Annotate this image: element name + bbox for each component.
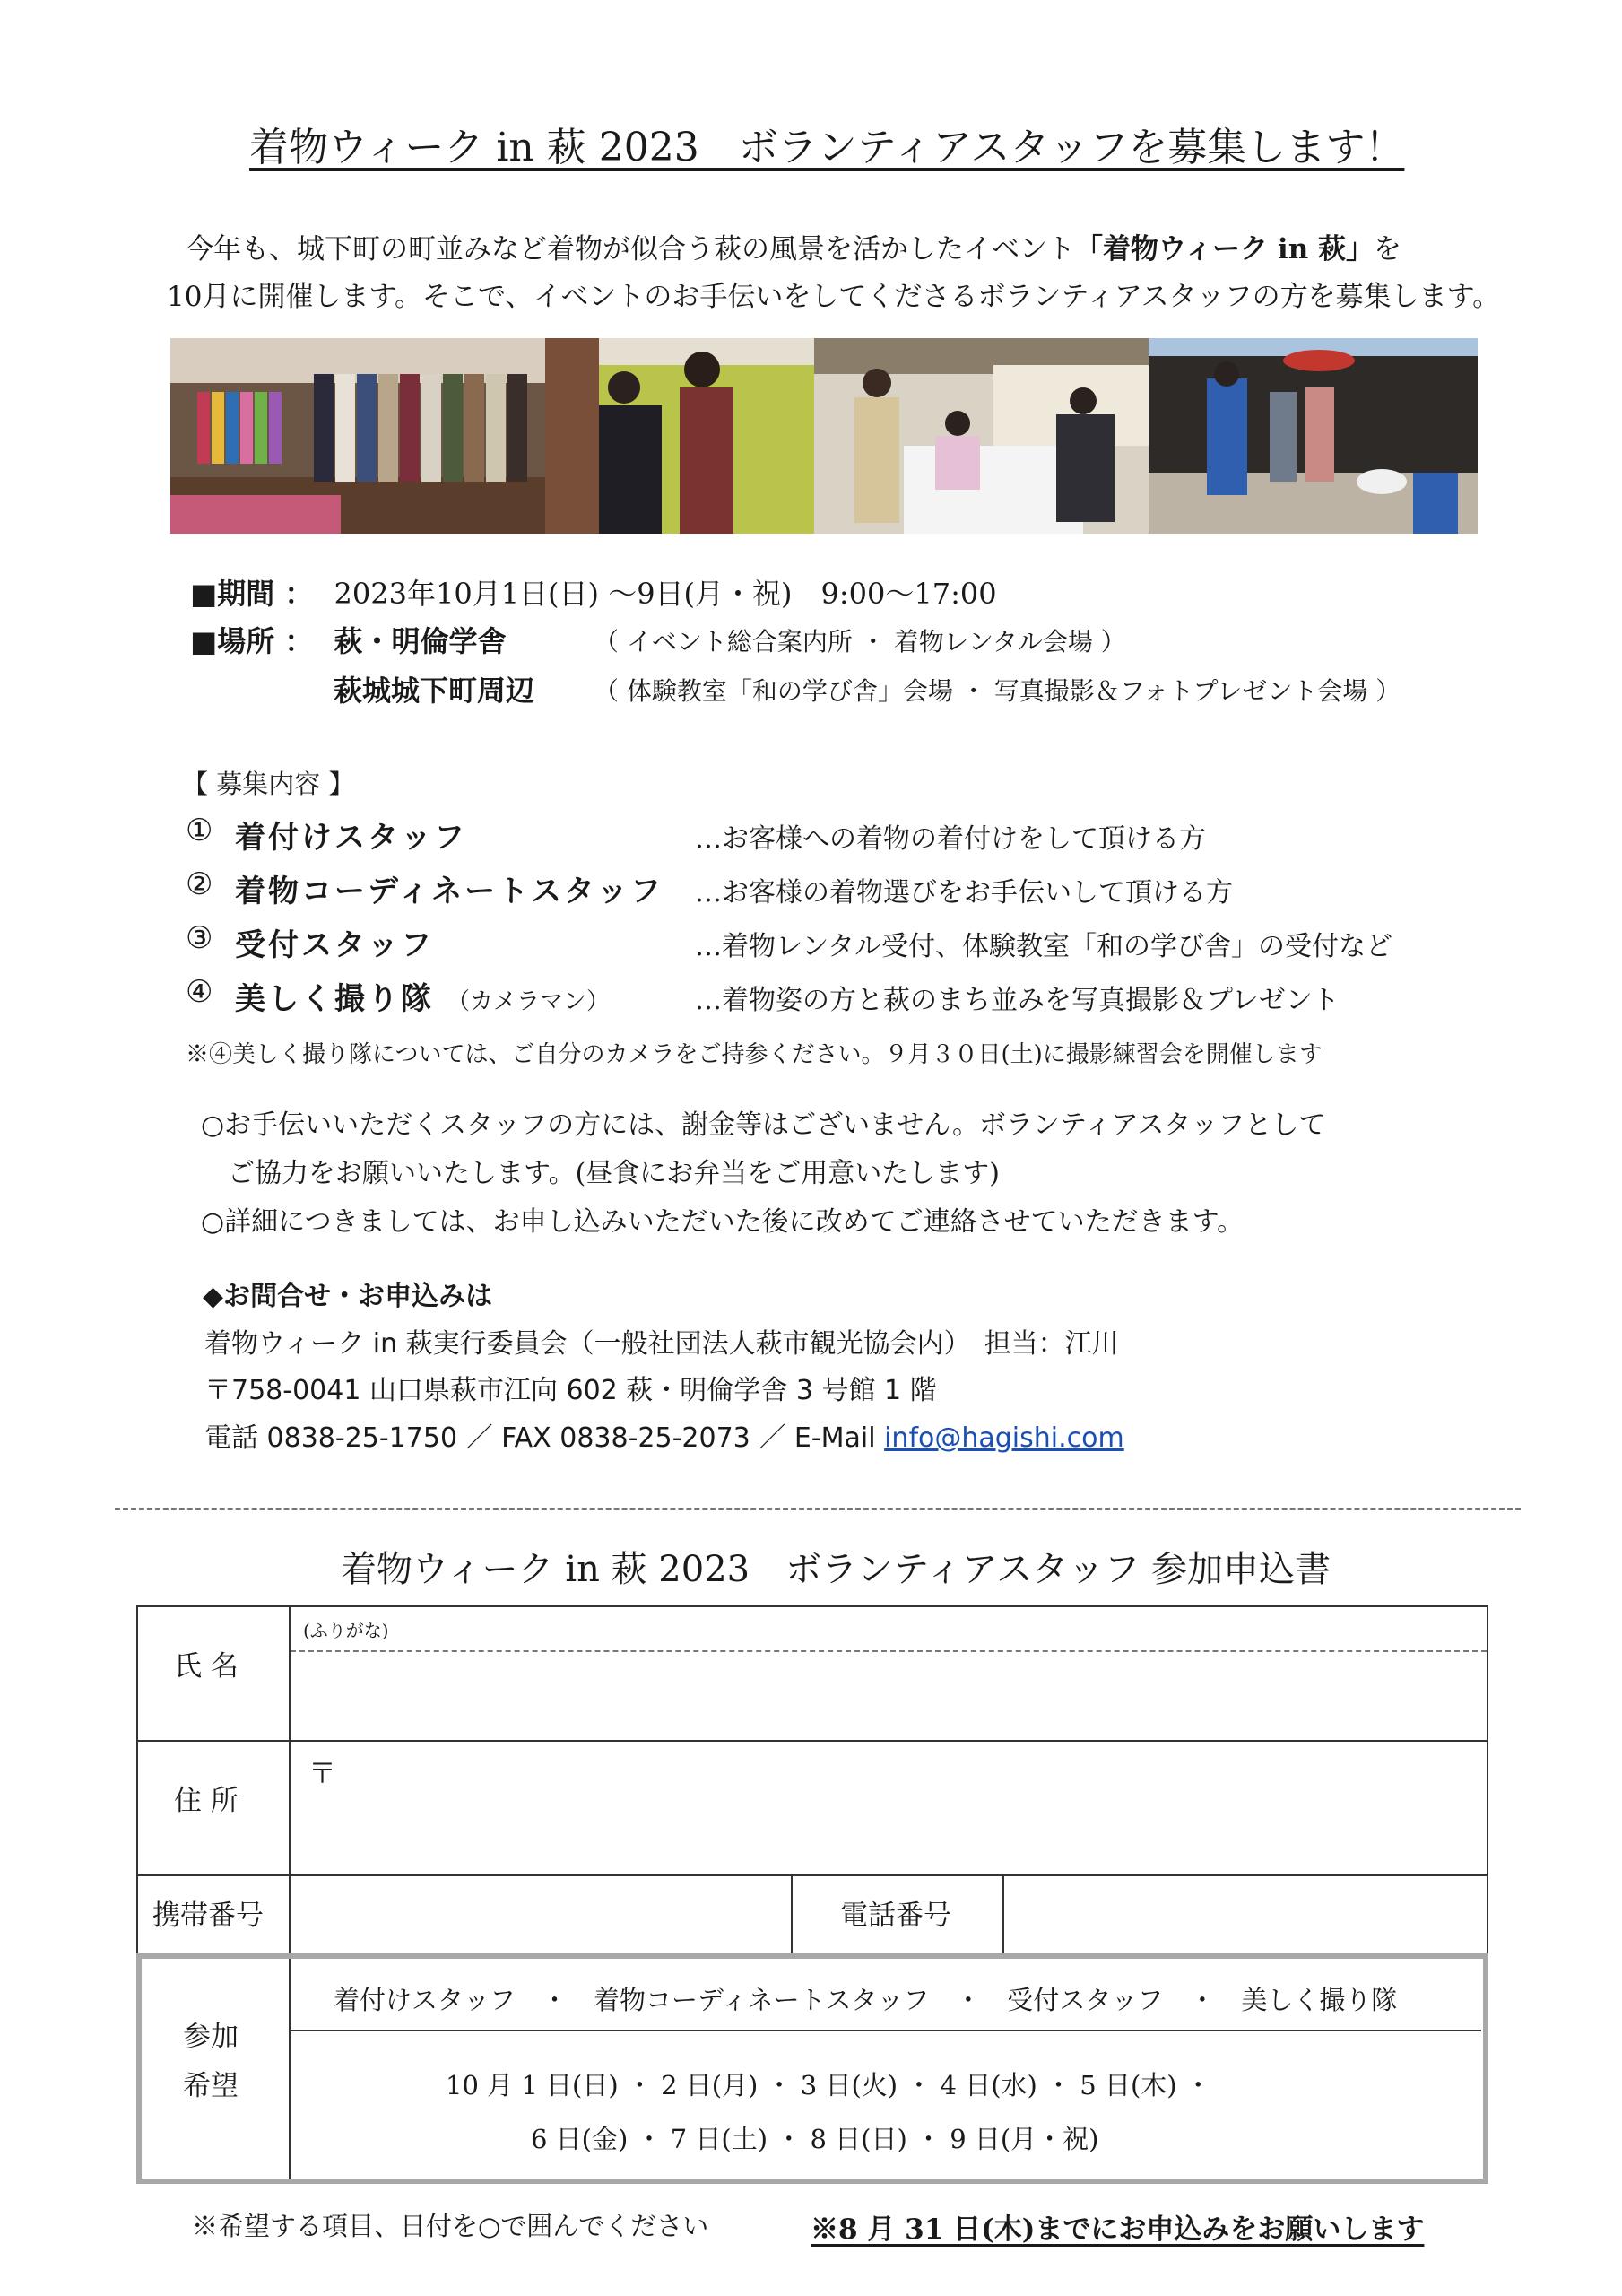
recruit-num-4: ④ bbox=[186, 974, 213, 1010]
castle-town-street-photo bbox=[1149, 338, 1478, 534]
intro-line-2: 10月に開催します。そこで、イベントのお手伝いをしてくださるボランティアスタッフの方を募集します。 bbox=[167, 281, 1501, 313]
contact-address: 〒758-0041 山口県萩市江向 602 萩・明倫学舎 3 号館 1 階 bbox=[204, 1375, 937, 1406]
recruit-name-4-text: 美しく撮り隊 bbox=[235, 981, 434, 1017]
phone-label: 電話番号 bbox=[840, 1900, 951, 1932]
note-line-3: ○詳細につきましては、お申し込みいただいた後に改めてご連絡させていただきます。 bbox=[201, 1206, 1245, 1238]
table-border bbox=[791, 1874, 793, 1955]
kimono-rack-photo bbox=[170, 338, 545, 534]
postal-mark: 〒 bbox=[308, 1758, 336, 1790]
place-2-note: （ 体験教室「和の学び舎」会場 ・ 写真撮影＆フォトプレゼント会場 ） bbox=[594, 676, 1401, 706]
recruit-desc-3: …着物レンタル受付、体験教室「和の学び舎」の受付など bbox=[695, 931, 1393, 962]
recruit-name-2: 着物コーディネートスタッフ bbox=[235, 874, 664, 909]
name-label: 氏 名 bbox=[174, 1650, 239, 1683]
note-line-1: ○お手伝いいただくスタッフの方には、謝金等はございません。ボランティアスタッフとして bbox=[201, 1109, 1326, 1141]
role-options[interactable]: 着付けスタッフ ・ 着物コーディネートスタッフ ・ 受付スタッフ ・ 美しく撮り隊 bbox=[334, 1985, 1398, 2015]
contact-phone bbox=[204, 1415, 1124, 1455]
contact-heading: ◆お問合せ・お申込みは bbox=[203, 1281, 493, 1312]
intro-line-1 bbox=[186, 226, 1401, 266]
place-1-note: （ イベント総合案内所 ・ 着物レンタル会場 ） bbox=[594, 627, 1126, 657]
address-field[interactable] bbox=[291, 1742, 1487, 1874]
recruit-desc-2: …お客様の着物選びをお手伝いして頂ける方 bbox=[695, 877, 1233, 909]
table-border bbox=[289, 2030, 1481, 2031]
deadline-notice: ※8 月 31 日(木)までにお申込みをお願いします bbox=[811, 2213, 1425, 2246]
intro-text: 今年も、城下町の町並みなど着物が似合う萩の風景を活かしたイベント bbox=[186, 233, 1075, 265]
intro-text-end: を bbox=[1374, 233, 1402, 265]
kimono-dressing-photo bbox=[545, 338, 814, 534]
recruit-name-3: 受付スタッフ bbox=[235, 927, 434, 963]
recruit-name-1: 着付けスタッフ bbox=[235, 820, 467, 856]
place-row-1 bbox=[190, 619, 507, 660]
place-2: 萩城城下町周辺 bbox=[334, 674, 535, 708]
mobile-field[interactable] bbox=[291, 1876, 791, 1955]
place-1: 萩・明倫学舎 bbox=[334, 624, 507, 658]
contact-org: 着物ウィーク in 萩実行委員会（一般社団法人萩市観光協会内） 担当：江川 bbox=[204, 1328, 1119, 1360]
furigana-field[interactable] bbox=[291, 1607, 1487, 1650]
photo-strip bbox=[170, 338, 1478, 534]
period-row bbox=[190, 571, 997, 613]
table-border bbox=[1487, 1605, 1488, 1955]
camera-note: ※④美しく撮り隊については、ご自分のカメラをご持参ください。９月３０日(土)に撮影練習会を開催します bbox=[186, 1041, 1323, 1068]
recruit-num-3: ③ bbox=[186, 920, 213, 956]
date-options-2[interactable]: 6 日(金) ・ 7 日(土) ・ 8 日(日) ・ 9 日(月・祝) bbox=[531, 2124, 1099, 2154]
wish-label-1: 参加 bbox=[183, 2021, 239, 2053]
recruit-num-1: ① bbox=[186, 813, 213, 848]
period-value: 2023年10月1日(日) ～9日(月・祝) 9:00～17:00 bbox=[334, 577, 997, 611]
place-label: ■場所 ： bbox=[190, 624, 314, 658]
event-name: 「着物ウィーク in 萩」 bbox=[1075, 233, 1375, 265]
footer-note: ※希望する項目、日付を○で囲んでください bbox=[192, 2211, 709, 2241]
table-border bbox=[136, 1605, 138, 1955]
wish-label-2: 希望 bbox=[183, 2070, 239, 2102]
furigana-label: (ふりがな) bbox=[303, 1620, 389, 1641]
mobile-label: 携帯番号 bbox=[152, 1900, 264, 1932]
form-title: 着物ウィーク in 萩 2023 ボランティアスタッフ 参加申込書 bbox=[341, 1549, 1331, 1590]
email-link[interactable]: info@hagishi.com bbox=[884, 1422, 1124, 1454]
recruit-heading: 【 募集内容 】 bbox=[182, 769, 355, 799]
page-title: 着物ウィーク in 萩 2023 ボランティアスタッフを募集します！ bbox=[249, 125, 1405, 170]
phone-field[interactable] bbox=[1004, 1876, 1487, 1955]
recruit-name-4-sub: （カメラマン） bbox=[447, 988, 611, 1015]
recruit-desc-1: …お客様への着物の着付けをして頂ける方 bbox=[695, 823, 1206, 855]
contact-phone-fax: 電話 0838-25-1750 ／ FAX 0838-25-2073 ／ E-Mail bbox=[204, 1422, 885, 1454]
date-options-1[interactable]: 10 月 1 日(日) ・ 2 日(月) ・ 3 日(火) ・ 4 日(水) ・ 5 日(木) ・ bbox=[446, 2070, 1211, 2100]
application-form bbox=[136, 1605, 1488, 2184]
recruit-num-2: ② bbox=[186, 866, 213, 902]
recruit-desc-4: …着物姿の方と萩のまち並みを写真撮影＆プレゼント bbox=[695, 985, 1340, 1016]
recruit-name-4 bbox=[235, 974, 610, 1018]
period-label: ■期間 ： bbox=[190, 577, 314, 611]
address-label: 住 所 bbox=[174, 1785, 239, 1817]
cut-line bbox=[115, 1508, 1521, 1510]
name-field[interactable] bbox=[291, 1652, 1487, 1740]
note-line-2: ご協力をお願いいたします。(昼食にお弁当をご用意いたします) bbox=[228, 1158, 1001, 1189]
kimono-workshop-photo bbox=[814, 338, 1149, 534]
